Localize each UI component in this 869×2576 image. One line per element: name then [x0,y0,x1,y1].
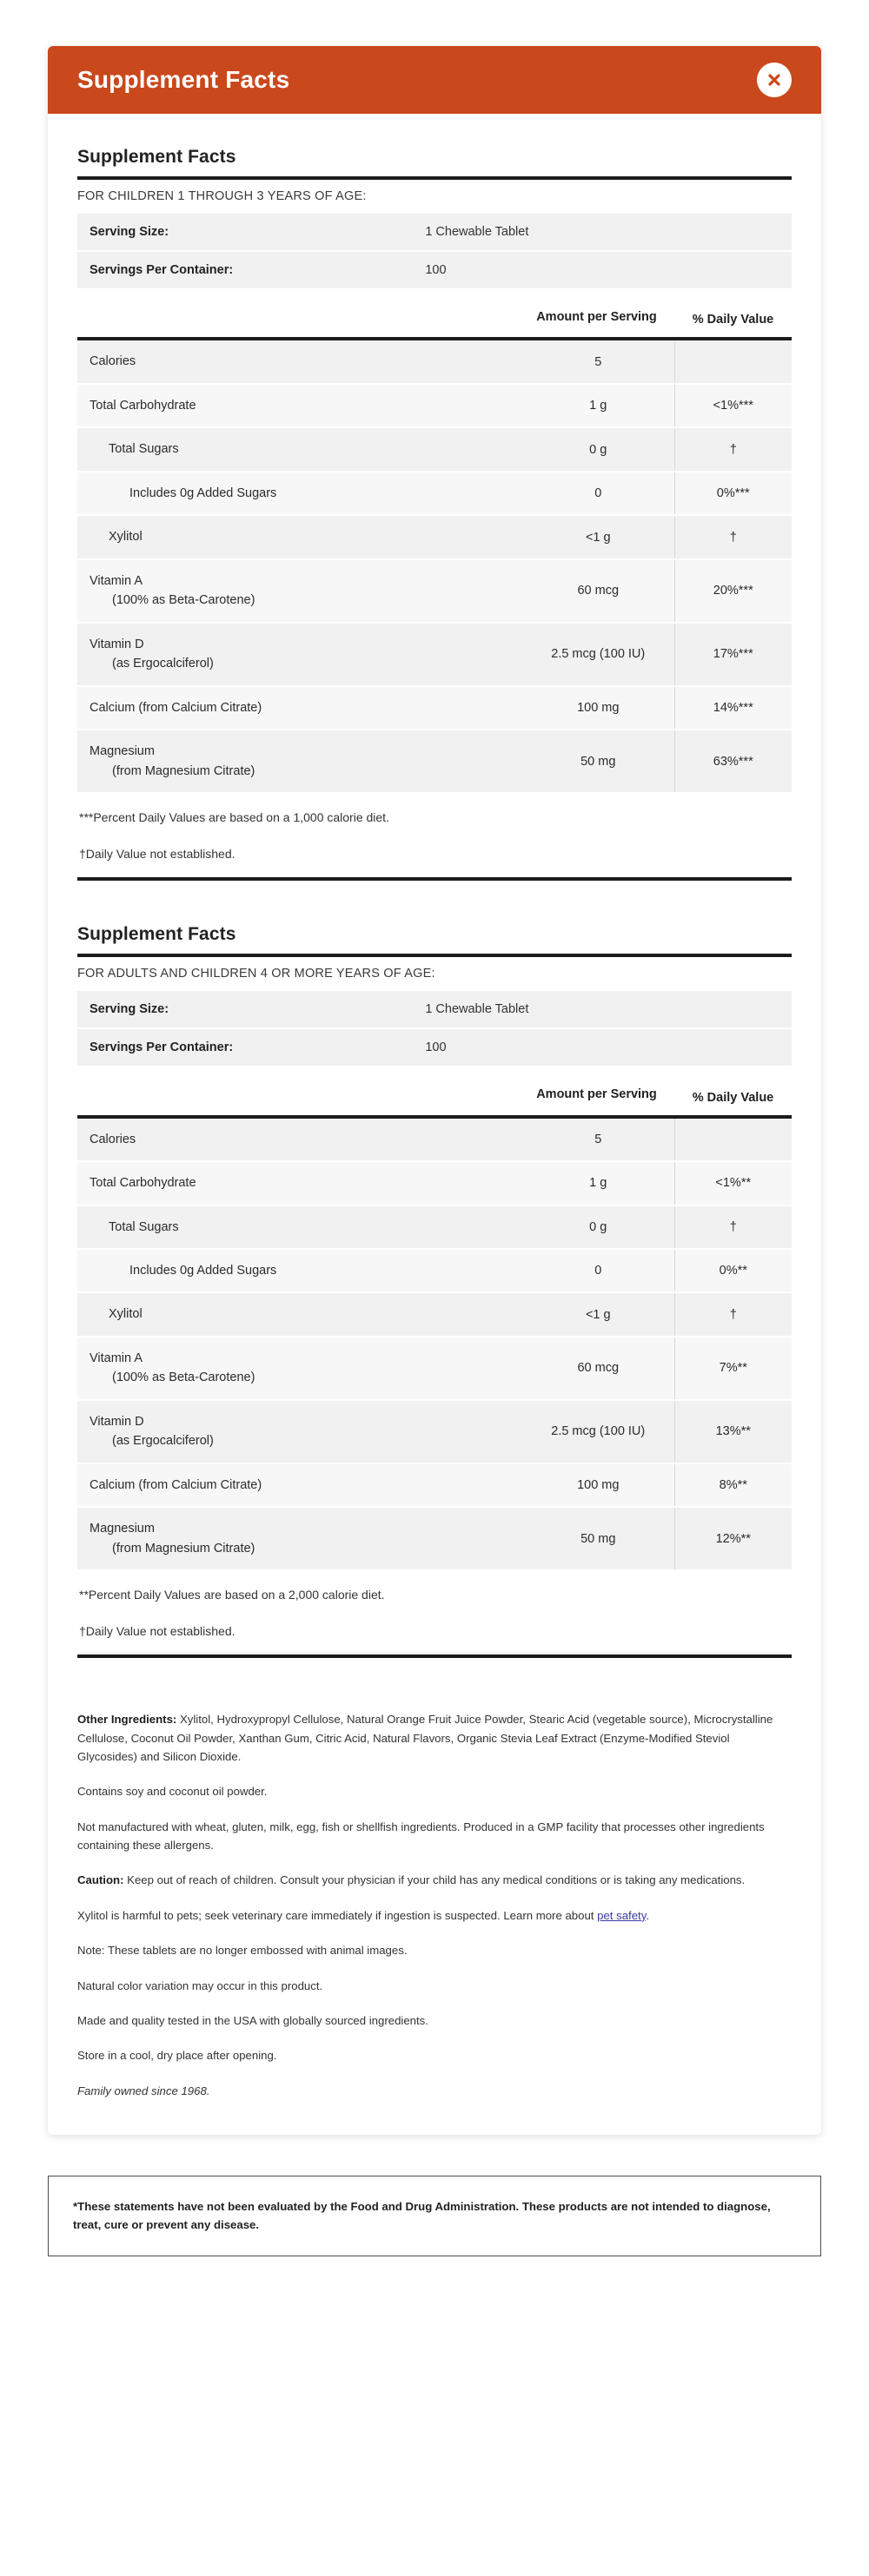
nutrient-source: (100% as Beta-Carotene) [112,593,255,608]
nutrient-daily-value: 0%*** [674,472,792,515]
nutrient-name: Xylitol [77,515,522,558]
table-row [77,1117,792,1161]
nutrient-daily-value: 8%** [674,1463,792,1507]
nutrient-daily-value: 14%*** [674,686,792,730]
other-ingredients-text: Xylitol, Hydroxypropyl Cellulose, Natural Orange Fruit Juice Powder, Stearic Acid (vegetable source), Microcrystalline Cellulose, Coconut Oil Powder, Xanthan Gum, Citric Acid, Natural Flavors, Organic Stevia Leaf Extract (Enzyme-Modified Steviol Glycosides) and Silicon Dioxide. [77,1713,773,1763]
nutrient-name: Calcium (from Calcium Citrate) [77,686,522,730]
nutrient-daily-value: † [674,427,792,471]
nutrient-amount: 0 [522,1249,674,1292]
table-row [77,515,792,558]
nutrients-table [77,1115,792,1572]
table-row [77,339,792,383]
nutrient-amount: <1 g [522,1292,674,1336]
daily-value-header: % Daily Value [692,1090,774,1105]
nutrient-source: (as Ergocalciferol) [112,657,214,671]
table-row [77,623,792,686]
contains-statement: Contains soy and coconut oil powder. [77,1785,268,1799]
nutrient-amount: 1 g [522,1161,674,1205]
serving-size-value: 1 Chewable Tablet [413,214,792,251]
fda-disclaimer-box [48,2176,821,2256]
modal-title: Supplement Facts [77,66,290,93]
nutrient-daily-value: 20%*** [674,559,792,623]
nutrients-table [77,337,792,794]
supplement-panel-children [77,133,792,881]
nutrient-name: Xylitol [77,1292,522,1336]
table-row [77,1028,792,1066]
panel-title: Supplement Facts [77,924,236,945]
nutrient-name: Calories [77,339,522,383]
nutrient-amount: 100 mg [522,1463,674,1507]
table-row [77,472,792,515]
nutrient-name: Vitamin D (as Ergocalciferol) [77,623,522,686]
nutrient-column-headers [77,1066,792,1114]
nutrient-amount: 0 g [522,1205,674,1249]
nutrient-name: Total Sugars [77,427,522,471]
storage-note: Store in a cool, dry place after opening. [77,2049,277,2063]
supplement-panel-adults [77,910,792,1658]
nutrient-amount: 1 g [522,384,674,427]
nutrient-amount: 100 mg [522,686,674,730]
table-row [77,991,792,1028]
nutrient-amount: <1 g [522,515,674,558]
nutrient-daily-value: <1%*** [674,384,792,427]
table-row [77,730,792,793]
pet-safety-text-after: . [646,1908,649,1922]
footnote-percent-dv: ***Percent Daily Values are based on a 1,000 calorie diet. [79,810,389,825]
serving-size-label: Serving Size: [77,991,413,1028]
serving-info-table [77,991,792,1066]
serving-size-value: 1 Chewable Tablet [413,991,792,1028]
footnote-dagger: †Daily Value not established. [79,1624,235,1639]
nutrient-name: Vitamin A (100% as Beta-Carotene) [77,1337,522,1400]
table-row [77,559,792,623]
nutrient-name: Calories [77,1117,522,1161]
supplement-facts-page [0,46,869,2576]
nutrient-column-headers [77,288,792,337]
table-row [77,1337,792,1400]
nutrient-amount: 0 g [522,427,674,471]
nutrient-name: Total Carbohydrate [77,384,522,427]
nutrients-body-1 [77,339,792,793]
servings-per-container-value: 100 [413,1028,792,1066]
table-row [77,1400,792,1463]
nutrient-amount: 60 mcg [522,1337,674,1400]
panel-age-group: FOR ADULTS AND CHILDREN 4 OR MORE YEARS OF AGE: [77,967,435,981]
pet-safety-text-before: Xylitol is harmful to pets; seek veterinary care immediately if ingestion is suspected. Learn more about [77,1908,598,1922]
nutrient-daily-value: † [674,1205,792,1249]
fda-disclaimer-text: *These statements have not been evaluated by the Food and Drug Administration. These products are not intended to diagnose, treat, cure or prevent any disease. [73,2200,771,2232]
nutrient-name: Total Sugars [77,1205,522,1249]
table-row [77,384,792,427]
other-ingredients-paragraph [77,1710,792,1766]
daily-value-header: % Daily Value [692,313,774,327]
nutrient-daily-value: 63%*** [674,730,792,793]
close-icon [766,71,783,89]
caution-text: Keep out of reach of children. Consult your physician if your child has any medical conditions or is taking any medications. [123,1873,746,1887]
nutrient-daily-value [674,1117,792,1161]
serving-info-table [77,214,792,288]
nutrient-amount: 5 [522,1117,674,1161]
amount-per-serving-header: Amount per Serving [536,310,657,324]
nutrient-daily-value: 13%** [674,1400,792,1463]
nutrient-amount: 5 [522,339,674,383]
servings-per-container-label: Servings Per Container: [77,251,413,288]
nutrient-name: Magnesium (from Magnesium Citrate) [77,1507,522,1570]
table-row [77,1249,792,1292]
nutrient-daily-value: 7%** [674,1337,792,1400]
footnote-percent-dv: **Percent Daily Values are based on a 2,000 calorie diet. [79,1588,385,1602]
panel-footnotes [77,794,792,872]
pet-safety-paragraph [77,1906,792,1925]
modal-header [48,46,821,114]
table-row [77,214,792,251]
nutrient-name: Vitamin D (as Ergocalciferol) [77,1400,522,1463]
other-information [77,1688,792,2100]
serving-size-label: Serving Size: [77,214,413,251]
nutrient-amount: 2.5 mcg (100 IU) [522,623,674,686]
allergen-statement: Not manufactured with wheat, gluten, milk, egg, fish or shellfish ingredients. Produced in a GMP facility that processes other ingredients containing these allergens. [77,1820,765,1853]
table-row [77,1205,792,1249]
panel-title: Supplement Facts [77,147,236,167]
nutrient-name: Vitamin A (100% as Beta-Carotene) [77,559,522,623]
nutrient-daily-value [674,339,792,383]
nutrient-source: (100% as Beta-Carotene) [112,1371,255,1385]
nutrients-body-2 [77,1117,792,1571]
family-owned-note: Family owned since 1968. [77,2084,210,2097]
nutrient-daily-value: 0%** [674,1249,792,1292]
nutrient-name: Total Carbohydrate [77,1161,522,1205]
panel-footnotes [77,1571,792,1649]
caution-label: Caution: [77,1873,124,1887]
nutrient-amount: 50 mg [522,1507,674,1570]
table-row [77,686,792,730]
nutrient-daily-value: † [674,1292,792,1336]
color-variation-note: Natural color variation may occur in this product. [77,1978,323,1992]
pet-safety-link[interactable]: pet safety [597,1908,647,1922]
table-row [77,1161,792,1205]
nutrient-name: Includes 0g Added Sugars [77,1249,522,1292]
close-modal-button[interactable] [757,63,792,97]
nutrient-source: (from Magnesium Citrate) [112,1541,255,1556]
servings-per-container-label: Servings Per Container: [77,1028,413,1066]
modal-body [48,114,821,2135]
table-row [77,1507,792,1570]
supplement-facts-modal [48,46,821,2135]
panel-age-group: FOR CHILDREN 1 THROUGH 3 YEARS OF AGE: [77,189,367,203]
footnote-dagger: †Daily Value not established. [79,847,235,862]
nutrient-amount: 50 mg [522,730,674,793]
caution-paragraph [77,1871,792,1889]
panel-bottom-rule [77,1655,792,1658]
panel-bottom-rule [77,877,792,881]
nutrient-name: Includes 0g Added Sugars [77,472,522,515]
made-in-usa-note: Made and quality tested in the USA with globally sourced ingredients. [77,2013,428,2027]
table-row [77,1292,792,1336]
nutrient-daily-value: <1%** [674,1161,792,1205]
table-row [77,427,792,471]
nutrient-amount: 60 mcg [522,559,674,623]
amount-per-serving-header: Amount per Serving [536,1087,657,1102]
nutrient-daily-value: † [674,515,792,558]
nutrient-daily-value: 17%*** [674,623,792,686]
table-row [77,251,792,288]
nutrient-source: (as Ergocalciferol) [112,1434,214,1449]
nutrient-amount: 2.5 mcg (100 IU) [522,1400,674,1463]
nutrient-name: Calcium (from Calcium Citrate) [77,1463,522,1507]
nutrient-source: (from Magnesium Citrate) [112,763,255,778]
embossing-note: Note: These tablets are no longer embossed with animal images. [77,1944,408,1958]
table-row [77,1463,792,1507]
nutrient-daily-value: 12%** [674,1507,792,1570]
other-ingredients-label: Other Ingredients: [77,1713,177,1727]
nutrient-amount: 0 [522,472,674,515]
nutrient-name: Magnesium (from Magnesium Citrate) [77,730,522,793]
servings-per-container-value: 100 [413,251,792,288]
